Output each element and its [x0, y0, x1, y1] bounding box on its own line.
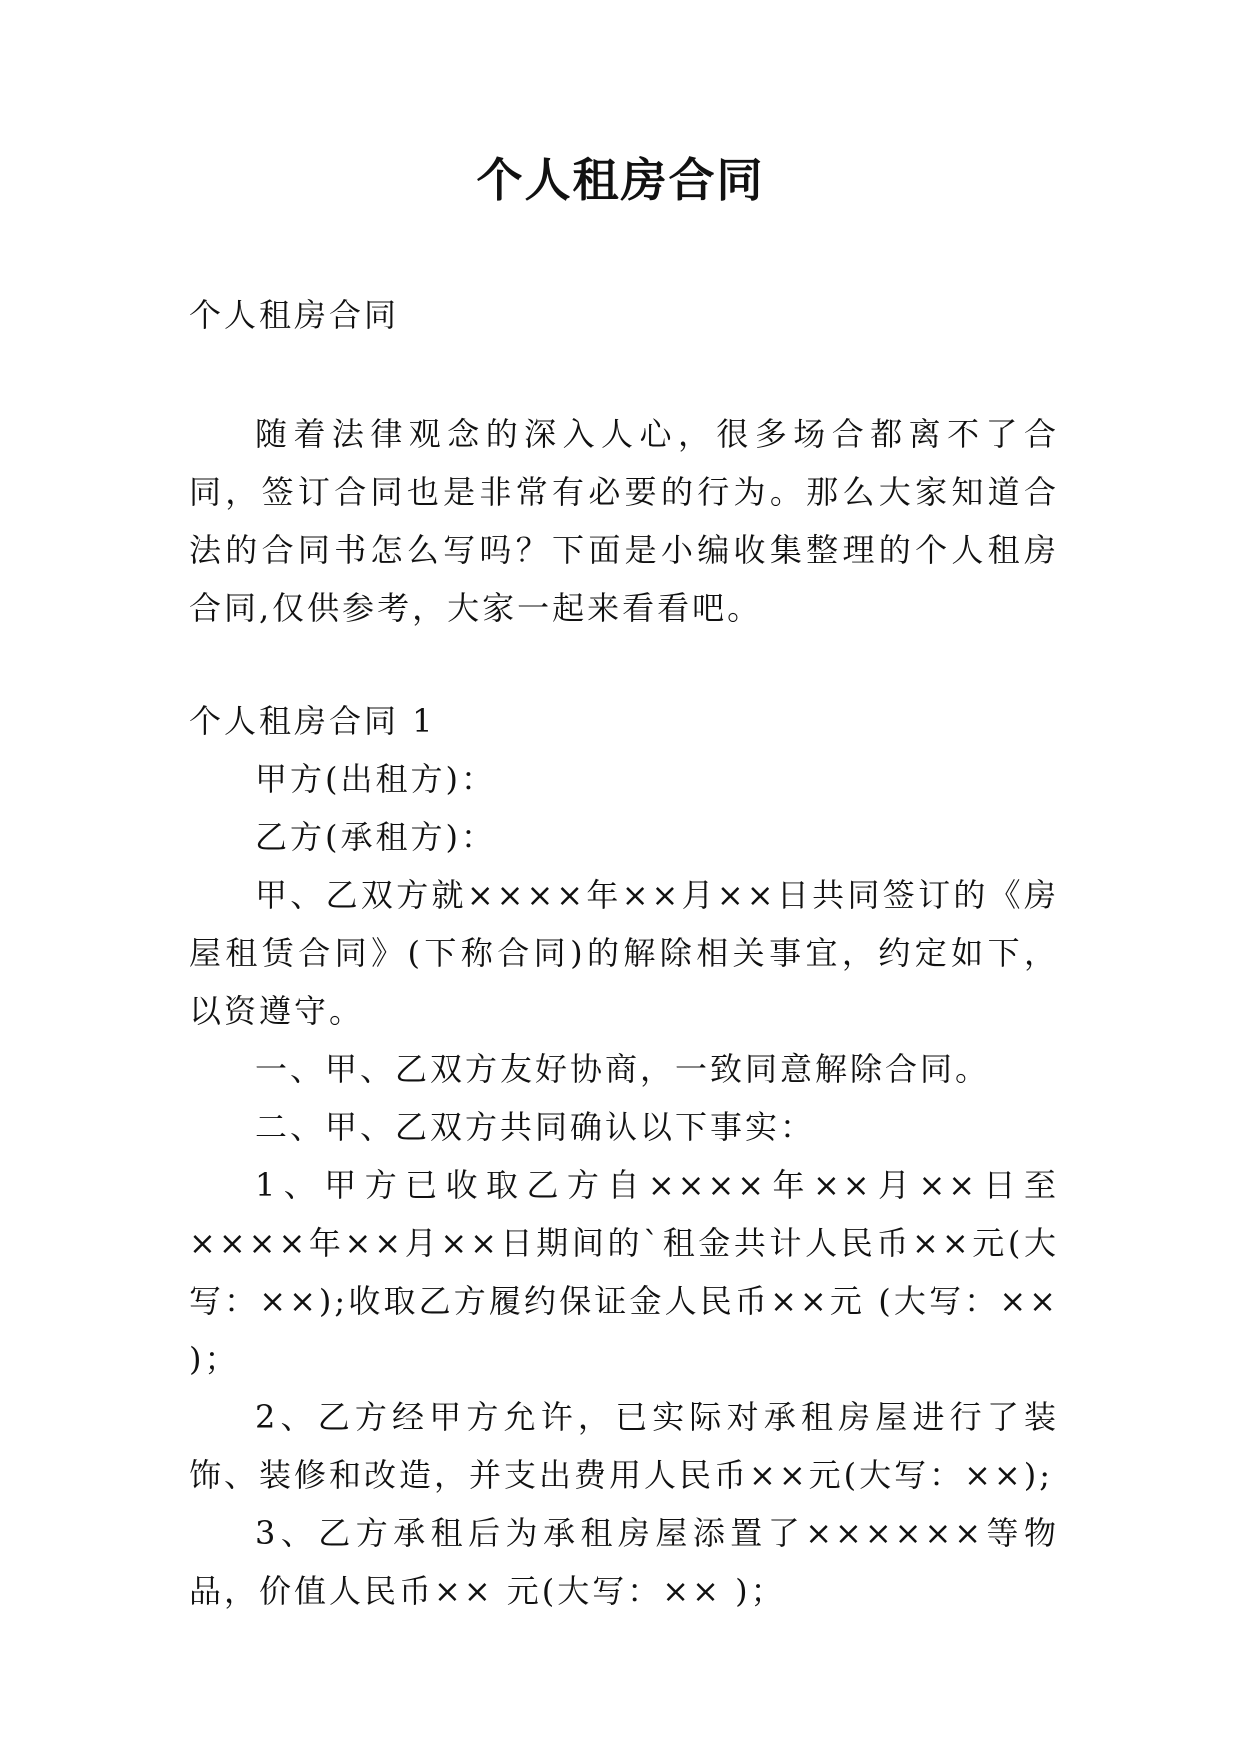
contract-section-1	[189, 692, 1059, 1620]
document-subtitle	[189, 286, 1059, 344]
clause-2: 二、甲、乙双方共同确认以下事实：	[255, 1108, 816, 1146]
clause-2-item-2: 2、乙方经甲方允许，已实际对承租房屋进行了装饰、装修和改造，并支出费用人民币××元(大写：××);	[189, 1398, 1059, 1494]
clause-2-item-3: 3、乙方承租后为承租房屋添置了××××××等物品，价值人民币×× 元(大写：×× )；	[189, 1514, 1059, 1610]
document-title: 个人租房合同	[476, 153, 765, 207]
subtitle-text: 个人租房合同	[189, 296, 400, 334]
preamble-paragraph: 甲、乙双方就××××年××月××日共同签订的《房屋租赁合同》(下称合同)的解除相关事宜，约定如下，以资遵守。	[189, 876, 1059, 1030]
clause-1: 一、甲、乙双方友好协商，一致同意解除合同。	[255, 1050, 991, 1088]
section-heading: 个人租房合同 1	[189, 702, 436, 740]
party-b-line: 乙方(承租方)：	[255, 818, 496, 856]
intro-paragraph: 随着法律观念的深入人心，很多场合都离不了合同，签订合同也是非常有必要的行为。那么大家知道合法的合同书怎么写吗？下面是小编收集整理的个人租房合同,仅供参考，大家一起来看看吧。	[189, 415, 1059, 627]
intro-block	[189, 405, 1059, 637]
clause-2-item-1: 1、甲方已收取乙方自××××年××月××日至××××年××月××日期间的`租金共计人民币××元(大写：××);收取乙方履约保证金人民币××元 (大写：×× )；	[189, 1166, 1059, 1378]
party-a-line: 甲方(出租方)：	[255, 760, 496, 798]
